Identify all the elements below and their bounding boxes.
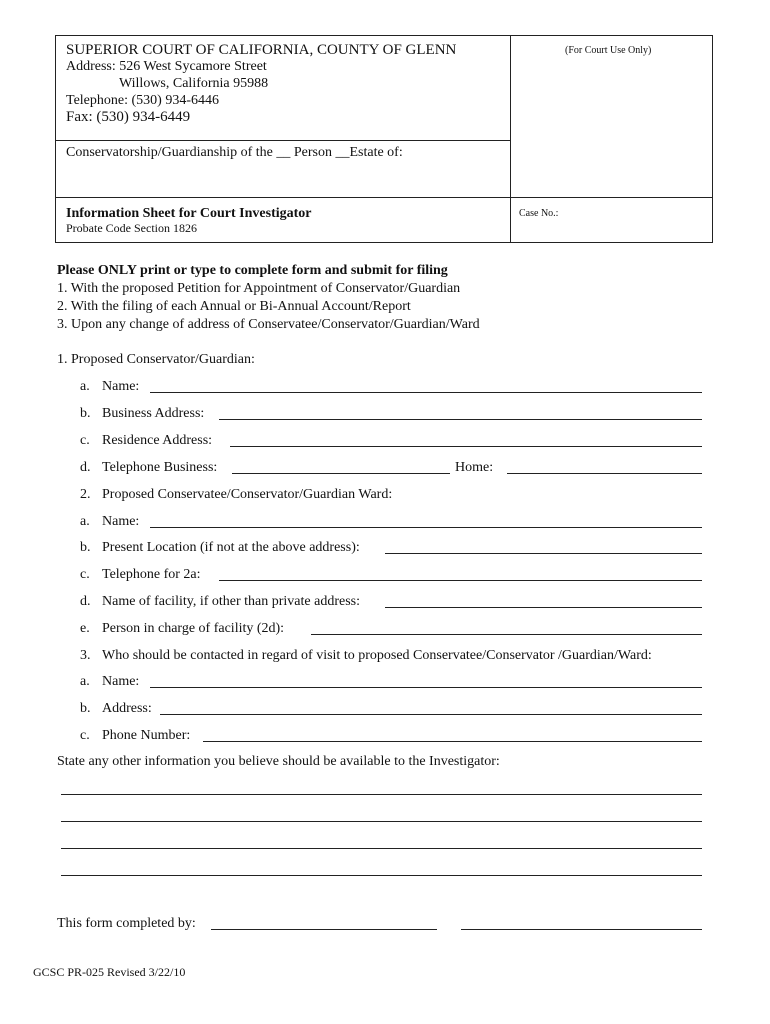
- facility-name-field[interactable]: [385, 607, 702, 608]
- completed-by-label: This form completed by:: [57, 916, 196, 931]
- field-label: Name:: [102, 379, 140, 394]
- probate-code: Probate Code Section 1826: [66, 221, 197, 235]
- caption-divider-vertical: [510, 35, 511, 243]
- home-phone-label: Home:: [455, 460, 494, 475]
- field-row-3b: b. Address:: [80, 701, 152, 716]
- other-info-line-4[interactable]: [61, 875, 702, 876]
- other-info-line-2[interactable]: [61, 821, 702, 822]
- field-row-2d: d. Name of facility, if other than private address:: [80, 594, 360, 609]
- form-footer-code: GCSC PR-025 Revised 3/22/10: [33, 965, 186, 979]
- field-label: Person in charge of facility (2d):: [102, 621, 285, 636]
- completed-by-name-field[interactable]: [211, 929, 437, 930]
- field-label: Residence Address:: [102, 433, 213, 448]
- instruction-item-1: 1. With the proposed Petition for Appointment of Conservator/Guardian: [57, 281, 461, 296]
- section3-title: 3. Who should be contacted in regard of visit to proposed Conservatee/Conservator /Guardian/Ward:: [80, 648, 652, 663]
- field-label: Business Address:: [102, 406, 205, 421]
- field-row-1a: a. Name:: [80, 379, 140, 394]
- field-row-1c: c. Residence Address:: [80, 433, 213, 448]
- completed-by-date-field[interactable]: [461, 929, 702, 930]
- field-row-1d: d. Telephone Business:: [80, 460, 218, 475]
- field-label: Telephone Business:: [102, 460, 218, 475]
- field-label: Present Location (if not at the above address):: [102, 540, 360, 555]
- court-fax: Fax: (530) 934-6449: [66, 109, 191, 125]
- telephone-2a-field[interactable]: [219, 580, 702, 581]
- other-info-line-3[interactable]: [61, 848, 702, 849]
- court-use-only-label: (For Court Use Only): [565, 45, 652, 56]
- contact-phone-field[interactable]: [203, 741, 702, 742]
- conservator-name-field[interactable]: [150, 392, 702, 393]
- field-label: Name:: [102, 674, 140, 689]
- field-row-2c: c. Telephone for 2a:: [80, 567, 201, 582]
- court-name: SUPERIOR COURT OF CALIFORNIA, COUNTY OF GLENN: [66, 42, 457, 58]
- field-label: Name of facility, if other than private address:: [102, 594, 360, 609]
- court-address-line1: Address: 526 West Sycamore Street: [66, 59, 267, 74]
- section1-title: 1. Proposed Conservator/Guardian:: [57, 352, 255, 367]
- other-info-prompt: State any other information you believe should be available to the Investigator:: [57, 754, 500, 769]
- present-location-field[interactable]: [385, 553, 702, 554]
- conservatee-name-field[interactable]: [150, 527, 702, 528]
- court-address-line2: Willows, California 95988: [119, 76, 269, 91]
- contact-address-field[interactable]: [160, 714, 702, 715]
- conservator-business-address-field[interactable]: [219, 419, 702, 420]
- section2-title: 2. Proposed Conservatee/Conservator/Guardian Ward:: [80, 487, 393, 502]
- field-row-3c: c. Phone Number:: [80, 728, 191, 743]
- conservator-home-phone-field[interactable]: [507, 473, 702, 474]
- caption-divider-1: [55, 140, 510, 141]
- conservator-business-phone-field[interactable]: [232, 473, 450, 474]
- field-label: Name:: [102, 514, 140, 529]
- other-info-line-1[interactable]: [61, 794, 702, 795]
- field-row-2b: b. Present Location (if not at the above address):: [80, 540, 360, 555]
- field-label: Telephone for 2a:: [102, 567, 201, 582]
- field-label: Phone Number:: [102, 728, 191, 743]
- field-label: Address:: [102, 701, 152, 716]
- field-row-1b: b. Business Address:: [80, 406, 205, 421]
- conservator-residence-address-field[interactable]: [230, 446, 702, 447]
- caption-divider-2: [55, 197, 713, 198]
- case-of-line: Conservatorship/Guardianship of the __ Person __Estate of:: [66, 145, 403, 160]
- contact-name-field[interactable]: [150, 687, 702, 688]
- field-row-2a: a. Name:: [80, 514, 140, 529]
- instruction-item-3: 3. Upon any change of address of Conservatee/Conservator/Guardian/Ward: [57, 317, 480, 332]
- instructions-heading: Please ONLY print or type to complete form and submit for filing: [57, 263, 448, 278]
- field-row-3a: a. Name:: [80, 674, 140, 689]
- form-title: Information Sheet for Court Investigator: [66, 206, 312, 221]
- instruction-item-2: 2. With the filing of each Annual or Bi-Annual Account/Report: [57, 299, 411, 314]
- facility-person-in-charge-field[interactable]: [311, 634, 702, 635]
- court-telephone: Telephone: (530) 934-6446: [66, 93, 219, 108]
- case-number-label: Case No.:: [519, 208, 559, 219]
- field-row-2e: e. Person in charge of facility (2d):: [80, 621, 285, 636]
